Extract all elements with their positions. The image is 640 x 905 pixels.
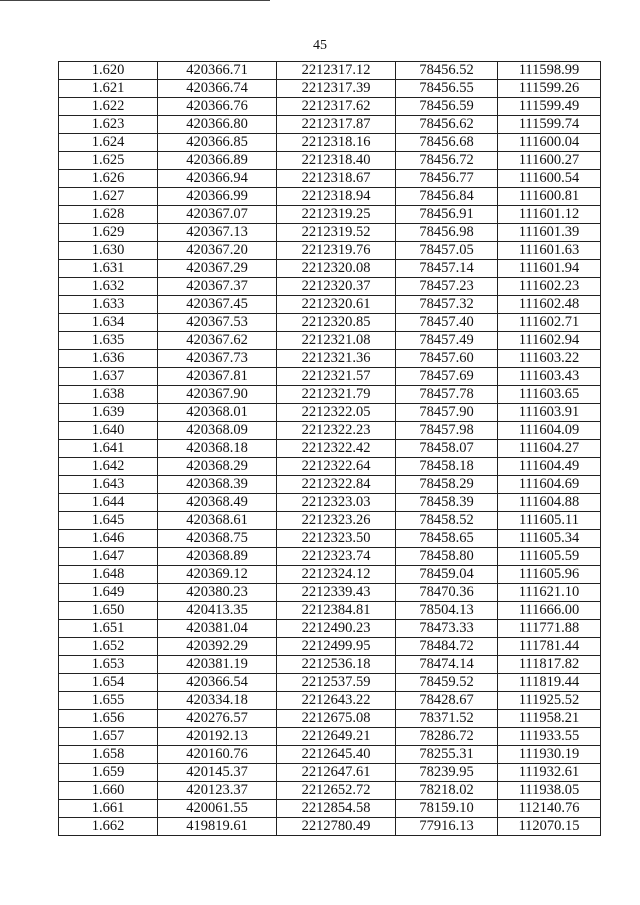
point-id-cell: 1.625 [59,152,158,170]
y-coordinate-cell: 2212854.58 [277,800,396,818]
point-id-cell: 1.636 [59,350,158,368]
table-row [59,566,601,584]
local-x-cell: 77916.13 [396,818,498,836]
x-coordinate-cell: 420367.73 [158,350,277,368]
local-y-cell: 111599.49 [498,98,601,116]
local-y-cell: 111601.63 [498,242,601,260]
local-y-cell: 111621.10 [498,584,601,602]
y-coordinate-cell: 2212319.25 [277,206,396,224]
y-coordinate-cell: 2212652.72 [277,782,396,800]
table-row [59,782,601,800]
y-coordinate-cell: 2212322.05 [277,404,396,422]
local-y-cell: 111933.55 [498,728,601,746]
y-coordinate-cell: 2212537.59 [277,674,396,692]
x-coordinate-cell: 420368.89 [158,548,277,566]
point-id-cell: 1.632 [59,278,158,296]
local-y-cell: 111600.27 [498,152,601,170]
local-y-cell: 111601.39 [498,224,601,242]
y-coordinate-cell: 2212322.23 [277,422,396,440]
point-id-cell: 1.624 [59,134,158,152]
local-y-cell: 111605.11 [498,512,601,530]
local-x-cell: 78456.55 [396,80,498,98]
y-coordinate-cell: 2212320.37 [277,278,396,296]
table-row [59,584,601,602]
local-y-cell: 111599.26 [498,80,601,98]
local-x-cell: 78456.62 [396,116,498,134]
point-id-cell: 1.621 [59,80,158,98]
local-y-cell: 112140.76 [498,800,601,818]
y-coordinate-cell: 2212321.08 [277,332,396,350]
local-x-cell: 78456.68 [396,134,498,152]
coordinates-table [58,61,601,836]
table-row [59,296,601,314]
table-row [59,80,601,98]
y-coordinate-cell: 2212322.64 [277,458,396,476]
point-id-cell: 1.656 [59,710,158,728]
local-x-cell: 78458.18 [396,458,498,476]
local-x-cell: 78458.65 [396,530,498,548]
point-id-cell: 1.658 [59,746,158,764]
local-x-cell: 78473.33 [396,620,498,638]
point-id-cell: 1.643 [59,476,158,494]
x-coordinate-cell: 420366.89 [158,152,277,170]
local-x-cell: 78428.67 [396,692,498,710]
y-coordinate-cell: 2212339.43 [277,584,396,602]
table-row [59,62,601,80]
point-id-cell: 1.652 [59,638,158,656]
x-coordinate-cell: 420366.94 [158,170,277,188]
y-coordinate-cell: 2212319.76 [277,242,396,260]
y-coordinate-cell: 2212318.40 [277,152,396,170]
point-id-cell: 1.626 [59,170,158,188]
y-coordinate-cell: 2212321.57 [277,368,396,386]
local-y-cell: 111600.54 [498,170,601,188]
y-coordinate-cell: 2212320.85 [277,314,396,332]
local-x-cell: 78457.32 [396,296,498,314]
x-coordinate-cell: 420366.74 [158,80,277,98]
y-coordinate-cell: 2212647.61 [277,764,396,782]
x-coordinate-cell: 420367.29 [158,260,277,278]
table-row [59,188,601,206]
x-coordinate-cell: 420367.81 [158,368,277,386]
local-y-cell: 111601.94 [498,260,601,278]
local-y-cell: 111601.12 [498,206,601,224]
point-id-cell: 1.627 [59,188,158,206]
point-id-cell: 1.657 [59,728,158,746]
table-row [59,728,601,746]
x-coordinate-cell: 420123.37 [158,782,277,800]
local-y-cell: 111602.71 [498,314,601,332]
table-row [59,170,601,188]
table-row [59,206,601,224]
point-id-cell: 1.660 [59,782,158,800]
point-id-cell: 1.630 [59,242,158,260]
local-y-cell: 111938.05 [498,782,601,800]
local-x-cell: 78255.31 [396,746,498,764]
local-x-cell: 78456.84 [396,188,498,206]
local-x-cell: 78504.13 [396,602,498,620]
x-coordinate-cell: 420367.62 [158,332,277,350]
local-y-cell: 111599.74 [498,116,601,134]
point-id-cell: 1.654 [59,674,158,692]
table-row [59,674,601,692]
x-coordinate-cell: 420413.35 [158,602,277,620]
local-x-cell: 78456.59 [396,98,498,116]
y-coordinate-cell: 2212499.95 [277,638,396,656]
table-row [59,476,601,494]
local-x-cell: 78470.36 [396,584,498,602]
x-coordinate-cell: 420366.80 [158,116,277,134]
table-row [59,512,601,530]
table-row [59,800,601,818]
local-x-cell: 78457.78 [396,386,498,404]
table-row [59,134,601,152]
point-id-cell: 1.644 [59,494,158,512]
local-x-cell: 78457.69 [396,368,498,386]
y-coordinate-cell: 2212321.79 [277,386,396,404]
x-coordinate-cell: 420367.07 [158,206,277,224]
x-coordinate-cell: 420366.54 [158,674,277,692]
local-x-cell: 78457.49 [396,332,498,350]
table-row [59,440,601,458]
local-y-cell: 111600.04 [498,134,601,152]
y-coordinate-cell: 2212321.36 [277,350,396,368]
y-coordinate-cell: 2212322.42 [277,440,396,458]
point-id-cell: 1.646 [59,530,158,548]
table-row [59,278,601,296]
point-id-cell: 1.640 [59,422,158,440]
point-id-cell: 1.655 [59,692,158,710]
local-y-cell: 111930.19 [498,746,601,764]
local-y-cell: 111603.43 [498,368,601,386]
y-coordinate-cell: 2212317.12 [277,62,396,80]
point-id-cell: 1.649 [59,584,158,602]
local-x-cell: 78457.05 [396,242,498,260]
point-id-cell: 1.622 [59,98,158,116]
x-coordinate-cell: 420367.53 [158,314,277,332]
page-number: 45 [313,38,327,53]
y-coordinate-cell: 2212384.81 [277,602,396,620]
local-y-cell: 111604.69 [498,476,601,494]
top-rule [0,0,270,1]
table-row [59,422,601,440]
local-y-cell: 111605.96 [498,566,601,584]
y-coordinate-cell: 2212317.87 [277,116,396,134]
x-coordinate-cell: 420061.55 [158,800,277,818]
x-coordinate-cell: 420368.29 [158,458,277,476]
x-coordinate-cell: 420368.01 [158,404,277,422]
x-coordinate-cell: 420368.18 [158,440,277,458]
local-y-cell: 111604.09 [498,422,601,440]
x-coordinate-cell: 420380.23 [158,584,277,602]
local-y-cell: 111600.81 [498,188,601,206]
table-row [59,530,601,548]
local-y-cell: 111958.21 [498,710,601,728]
table-row [59,224,601,242]
local-y-cell: 111666.00 [498,602,601,620]
local-y-cell: 111603.22 [498,350,601,368]
local-x-cell: 78239.95 [396,764,498,782]
local-x-cell: 78458.80 [396,548,498,566]
y-coordinate-cell: 2212675.08 [277,710,396,728]
table-row [59,404,601,422]
local-x-cell: 78474.14 [396,656,498,674]
table-row [59,602,601,620]
point-id-cell: 1.648 [59,566,158,584]
local-y-cell: 111771.88 [498,620,601,638]
x-coordinate-cell: 420368.39 [158,476,277,494]
local-x-cell: 78456.72 [396,152,498,170]
x-coordinate-cell: 420366.85 [158,134,277,152]
table-row [59,548,601,566]
local-y-cell: 111603.65 [498,386,601,404]
point-id-cell: 1.642 [59,458,158,476]
local-x-cell: 78457.23 [396,278,498,296]
local-x-cell: 78456.98 [396,224,498,242]
y-coordinate-cell: 2212318.94 [277,188,396,206]
local-y-cell: 111781.44 [498,638,601,656]
table-row [59,656,601,674]
local-x-cell: 78458.29 [396,476,498,494]
table-row [59,458,601,476]
table-row [59,314,601,332]
x-coordinate-cell: 420392.29 [158,638,277,656]
local-y-cell: 111819.44 [498,674,601,692]
x-coordinate-cell: 420368.75 [158,530,277,548]
y-coordinate-cell: 2212320.08 [277,260,396,278]
local-x-cell: 78457.90 [396,404,498,422]
table-row [59,692,601,710]
x-coordinate-cell: 420368.49 [158,494,277,512]
point-id-cell: 1.651 [59,620,158,638]
y-coordinate-cell: 2212320.61 [277,296,396,314]
local-x-cell: 78458.39 [396,494,498,512]
point-id-cell: 1.634 [59,314,158,332]
point-id-cell: 1.631 [59,260,158,278]
local-y-cell: 111598.99 [498,62,601,80]
table-row [59,710,601,728]
y-coordinate-cell: 2212323.03 [277,494,396,512]
x-coordinate-cell: 420334.18 [158,692,277,710]
x-coordinate-cell: 420160.76 [158,746,277,764]
local-y-cell: 111932.61 [498,764,601,782]
x-coordinate-cell: 420367.13 [158,224,277,242]
table-row [59,242,601,260]
y-coordinate-cell: 2212319.52 [277,224,396,242]
y-coordinate-cell: 2212317.62 [277,98,396,116]
y-coordinate-cell: 2212318.67 [277,170,396,188]
x-coordinate-cell: 420367.45 [158,296,277,314]
point-id-cell: 1.633 [59,296,158,314]
y-coordinate-cell: 2212318.16 [277,134,396,152]
point-id-cell: 1.641 [59,440,158,458]
table-row [59,152,601,170]
local-y-cell: 111602.48 [498,296,601,314]
table-row [59,746,601,764]
local-x-cell: 78286.72 [396,728,498,746]
y-coordinate-cell: 2212780.49 [277,818,396,836]
table-row [59,764,601,782]
table-row [59,350,601,368]
table-row [59,332,601,350]
local-y-cell: 111817.82 [498,656,601,674]
x-coordinate-cell: 420369.12 [158,566,277,584]
point-id-cell: 1.639 [59,404,158,422]
local-y-cell: 111604.88 [498,494,601,512]
local-x-cell: 78456.91 [396,206,498,224]
table-row [59,620,601,638]
local-x-cell: 78458.52 [396,512,498,530]
point-id-cell: 1.653 [59,656,158,674]
local-x-cell: 78218.02 [396,782,498,800]
point-id-cell: 1.647 [59,548,158,566]
x-coordinate-cell: 420366.76 [158,98,277,116]
x-coordinate-cell: 420367.90 [158,386,277,404]
x-coordinate-cell: 420368.61 [158,512,277,530]
local-y-cell: 111602.94 [498,332,601,350]
local-x-cell: 78457.60 [396,350,498,368]
y-coordinate-cell: 2212322.84 [277,476,396,494]
local-y-cell: 111604.27 [498,440,601,458]
y-coordinate-cell: 2212490.23 [277,620,396,638]
x-coordinate-cell: 420367.37 [158,278,277,296]
local-x-cell: 78459.52 [396,674,498,692]
local-x-cell: 78371.52 [396,710,498,728]
local-x-cell: 78457.14 [396,260,498,278]
local-x-cell: 78484.72 [396,638,498,656]
x-coordinate-cell: 420192.13 [158,728,277,746]
y-coordinate-cell: 2212643.22 [277,692,396,710]
point-id-cell: 1.638 [59,386,158,404]
point-id-cell: 1.635 [59,332,158,350]
table-row [59,98,601,116]
x-coordinate-cell: 420366.71 [158,62,277,80]
x-coordinate-cell: 420367.20 [158,242,277,260]
local-y-cell: 111605.34 [498,530,601,548]
point-id-cell: 1.650 [59,602,158,620]
local-y-cell: 112070.15 [498,818,601,836]
local-y-cell: 111602.23 [498,278,601,296]
point-id-cell: 1.645 [59,512,158,530]
table-row [59,116,601,134]
local-x-cell: 78457.40 [396,314,498,332]
x-coordinate-cell: 420145.37 [158,764,277,782]
table-row [59,494,601,512]
point-id-cell: 1.662 [59,818,158,836]
table-row [59,818,601,836]
local-y-cell: 111603.91 [498,404,601,422]
local-x-cell: 78459.04 [396,566,498,584]
y-coordinate-cell: 2212317.39 [277,80,396,98]
point-id-cell: 1.659 [59,764,158,782]
local-x-cell: 78159.10 [396,800,498,818]
point-id-cell: 1.620 [59,62,158,80]
local-x-cell: 78456.52 [396,62,498,80]
local-y-cell: 111925.52 [498,692,601,710]
local-y-cell: 111604.49 [498,458,601,476]
point-id-cell: 1.628 [59,206,158,224]
point-id-cell: 1.637 [59,368,158,386]
table-row [59,386,601,404]
x-coordinate-cell: 420381.19 [158,656,277,674]
table-row [59,638,601,656]
point-id-cell: 1.661 [59,800,158,818]
table-row [59,368,601,386]
table-row [59,260,601,278]
y-coordinate-cell: 2212323.74 [277,548,396,566]
y-coordinate-cell: 2212323.50 [277,530,396,548]
y-coordinate-cell: 2212324.12 [277,566,396,584]
point-id-cell: 1.623 [59,116,158,134]
y-coordinate-cell: 2212645.40 [277,746,396,764]
x-coordinate-cell: 420381.04 [158,620,277,638]
y-coordinate-cell: 2212323.26 [277,512,396,530]
x-coordinate-cell: 420366.99 [158,188,277,206]
y-coordinate-cell: 2212536.18 [277,656,396,674]
x-coordinate-cell: 419819.61 [158,818,277,836]
local-y-cell: 111605.59 [498,548,601,566]
x-coordinate-cell: 420368.09 [158,422,277,440]
x-coordinate-cell: 420276.57 [158,710,277,728]
local-x-cell: 78458.07 [396,440,498,458]
local-x-cell: 78456.77 [396,170,498,188]
y-coordinate-cell: 2212649.21 [277,728,396,746]
point-id-cell: 1.629 [59,224,158,242]
local-x-cell: 78457.98 [396,422,498,440]
